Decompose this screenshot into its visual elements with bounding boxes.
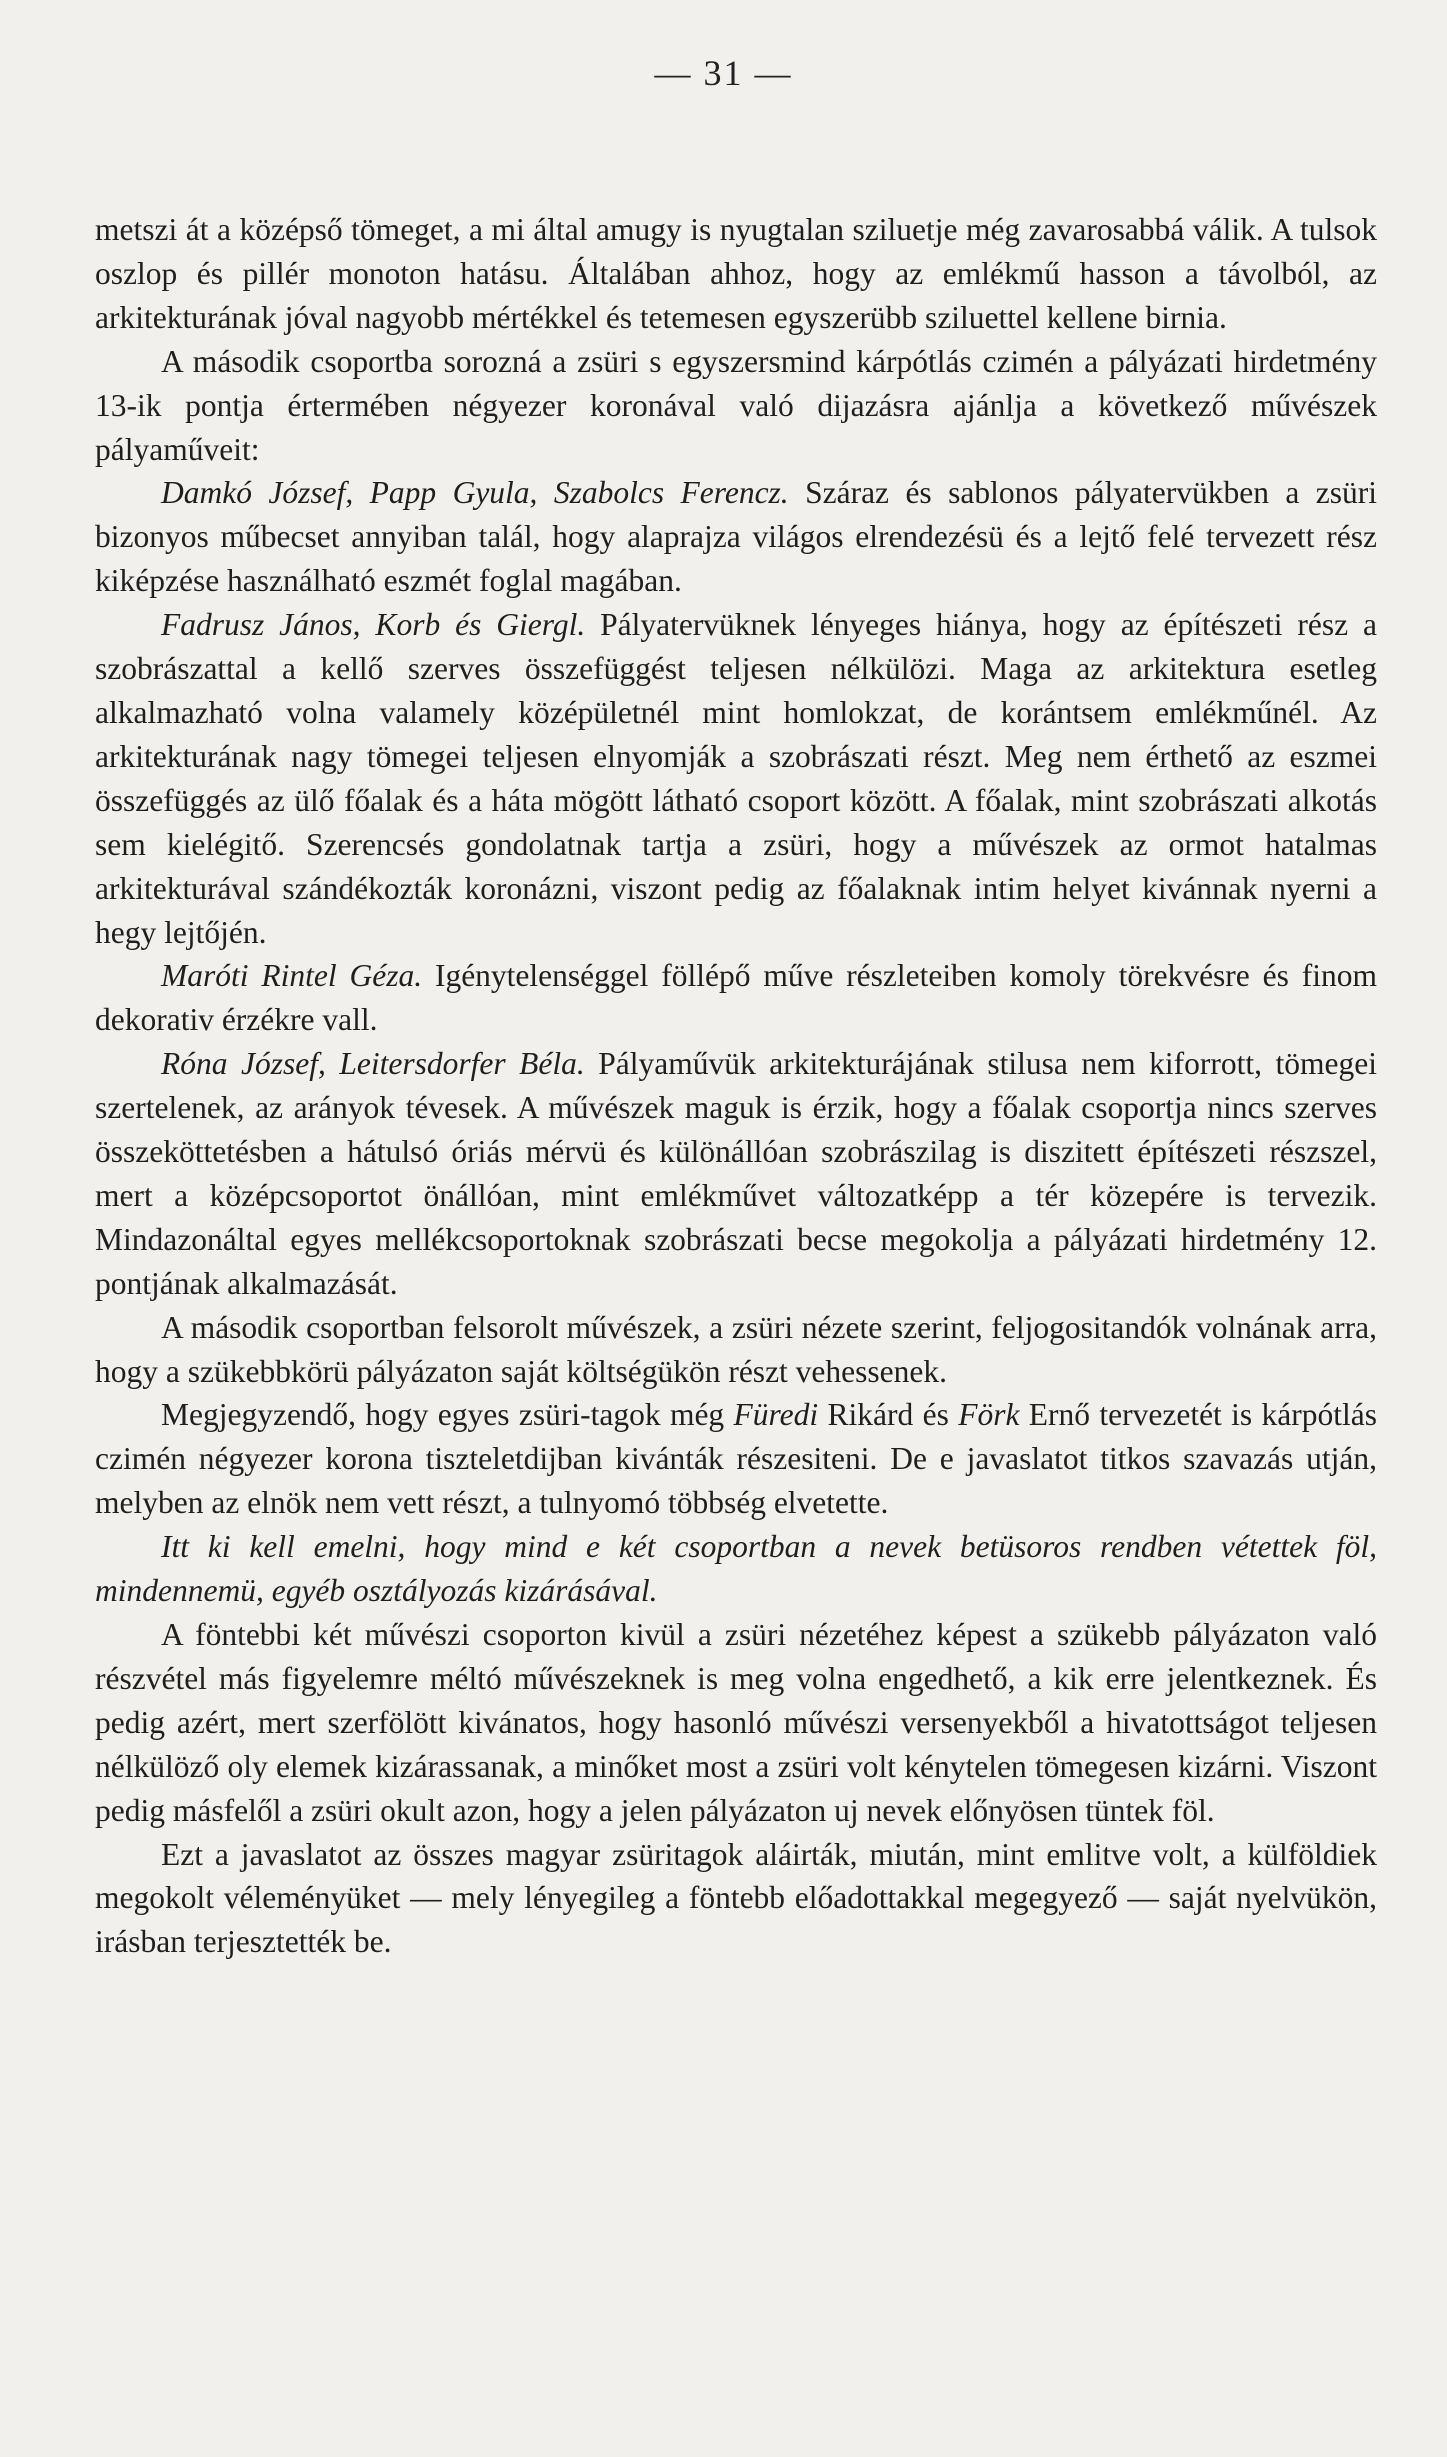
artist-names: Róna József, Leitersdorfer Béla. bbox=[161, 1046, 585, 1082]
page-number: — 31 — bbox=[654, 53, 793, 93]
entry-text: Száraz és sablonos pályatervükben a zsüri bizonyos műbecset annyiban talál, hogy alaprajza világos elrendezésü és a lejtő felé tervezett rész kiképzése használható eszmét foglal magában. bbox=[95, 475, 1377, 599]
italic-paragraph: Itt ki kell emelni, hogy mind e két csoportban a nevek betüsoros rendben vétettek föl, mindennemü, egyéb osztályozás kizárásával. bbox=[95, 1529, 1377, 1609]
paragraph: Ezt a javaslatot az összes magyar zsüritagok aláirták, miután, mint emlitve volt, a külföldiek megokolt véleményüket — mely lényegileg a föntebb előadottakkal megegyező — saját nyelvükön, irásban terjesztették be. bbox=[95, 1836, 1377, 1960]
artist-names: Damkó József, Papp Gyula, Szabolcs Ferencz. bbox=[161, 475, 789, 511]
paragraph: A föntebbi két művészi csoporton kivül a zsüri nézetéhez képest a szükebb pályázaton való részvétel más figyelemre méltó művészeknek is meg volna engedhető, a kik erre jelentkeznek. És pedig azért, mert szerfölött kivánatos, hogy hasonló művészi versenyekből a hivatottságot teljesen nélkülöző oly elemek kizárassanak, a minőket most a zsüri volt kénytelen tömegesen kizárni. Viszont pedig másfelől a zsüri okult azon, hogy a jelen pályázaton uj nevek előnyösen tüntek föl. bbox=[95, 1617, 1377, 1828]
paragraph: metszi át a középső tömeget, a mi által amugy is nyugtalan sziluetje még zavarosabbá válik. A tulsok oszlop és pillér monoton hatásu. Általában ahhoz, hogy az emlékmű hasson a távolból, az arkitekturának jóval nagyobb mértékkel és tetemesen egyszerübb sziluettel kellene birnia. bbox=[95, 212, 1377, 335]
text-run: Ernő tervezetét is kárpótlás czimén négyezer korona tiszteletdijban kivánták részesiteni. De e javaslatot titkos szavazás utján, melyben az elnök nem vett részt, a tulnyomó többség elvetette. bbox=[95, 1397, 1378, 1521]
paragraph-entry bbox=[95, 471, 1377, 603]
paragraph: A második csoportban felsorolt művészek, a zsüri nézete szerint, feljogositandók volnának arra, hogy a szükebbkörü pályázaton saját költségükön részt vehessenek. bbox=[95, 1309, 1377, 1389]
artist-name: Förk bbox=[958, 1397, 1020, 1433]
artist-names: Maróti Rintel Géza. bbox=[161, 958, 423, 994]
artist-name: Füredi bbox=[733, 1397, 819, 1433]
paragraph: A második csoportba sorozná a zsüri s egyszersmind kárpótlás czimén a pályázati hirdetmény 13-ik pontja értermében négyezer koronával való dijazásra ajánlja a következő művészek pályaműveit: bbox=[95, 343, 1377, 467]
text-run: Megjegyzendő, hogy egyes zsüri-tagok még bbox=[161, 1397, 734, 1433]
body-text bbox=[95, 208, 1377, 1964]
entry-text: Igénytelenséggel föllépő műve részleteiben komoly törekvésre és finom dekorativ érzékre vall. bbox=[95, 958, 1378, 1038]
paragraph-entry bbox=[95, 603, 1377, 954]
paragraph-entry bbox=[95, 954, 1377, 1042]
text-run: Rikárd és bbox=[818, 1397, 959, 1433]
paragraph bbox=[95, 1393, 1377, 1525]
entry-text: Pályaművük arkitekturájának stilusa nem kiforrott, tömegei szertelenek, az arányok tévesek. A művészek maguk is érzik, hogy a főalak csoportja nincs szerves összeköttetésben a hátulsó óriás mérvü és különállóan szobrászilag is diszitett építészeti részszel, mert a középcsoportot önállóan, mint emlékművet változatképp a tér közepére is tervezik. Mindazonáltal egyes mellékcsoportoknak szobrászati becse megokolja a pályázati hirdetmény 12. pontjának alkalmazását. bbox=[95, 1046, 1378, 1301]
artist-names: Fadrusz János, Korb és Giergl. bbox=[161, 607, 586, 643]
entry-text: Pályatervüknek lényeges hiánya, hogy az építészeti rész a szobrászattal a kellő szerves összefüggést teljesen nélkülözi. Maga az arkitektura esetleg alkalmazható volna valamely középületnél mint homlokzat, de korántsem emlékműnél. Az arkitekturának nagy tömegei teljesen elnyomják a szobrászati részt. Meg nem érthető az eszmei összefüggés az ülő főalak és a háta mögött látható csoport között. A főalak, mint szobrászati alkotás sem kielégitő. Szerencsés gondolatnak tartja a zsüri, hogy a művészek az ormot hatalmas arkitekturával szándékozták koronázni, viszont pedig az főalaknak intim helyet kivánnak nyerni a hegy lejtőjén. bbox=[95, 607, 1377, 950]
paragraph-entry bbox=[95, 1042, 1377, 1305]
